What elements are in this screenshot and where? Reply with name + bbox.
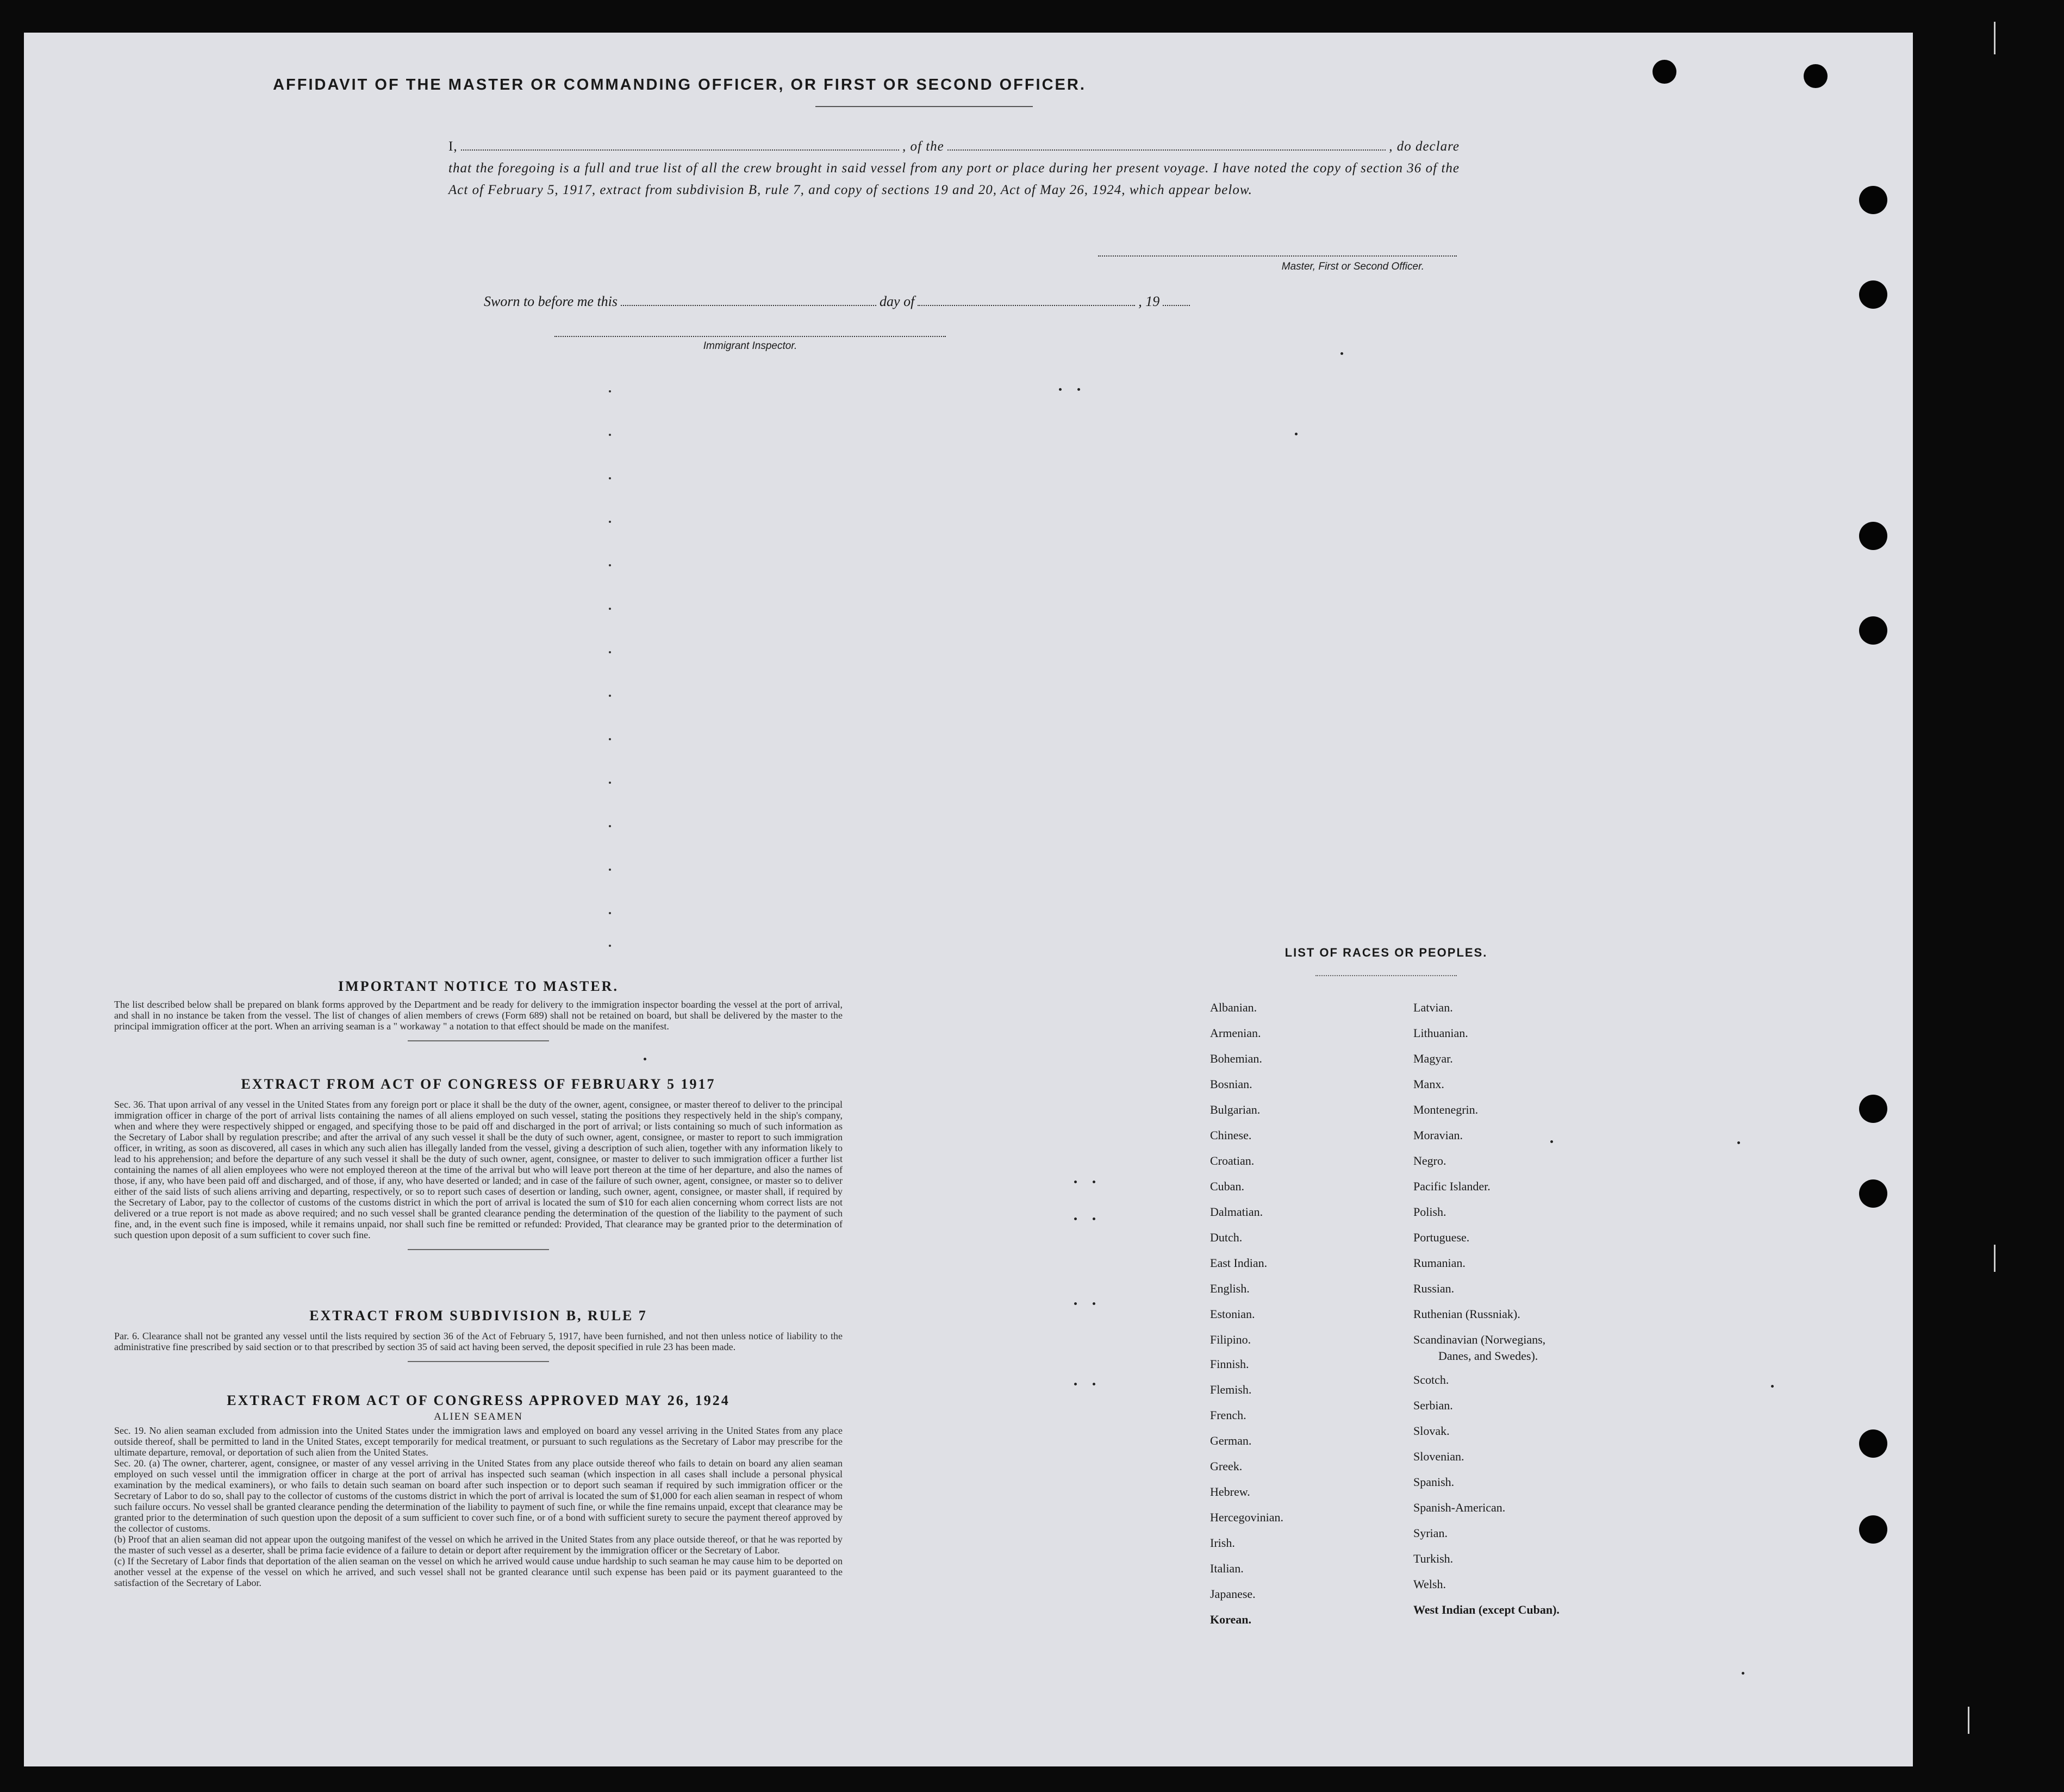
section-rule [408,1249,549,1250]
race-item: Scotch. [1413,1373,1449,1387]
race-item: German. [1210,1434,1252,1447]
section-rule [408,1040,549,1041]
race-item: Welsh. [1413,1577,1446,1591]
race-item: Italian. [1210,1562,1244,1575]
race-item: Hercegovinian. [1210,1510,1283,1524]
race-item: West Indian (except Cuban). [1413,1603,1560,1616]
race-item: Rumanian. [1413,1256,1466,1270]
speck [1074,1302,1077,1305]
race-item: Moravian. [1413,1128,1463,1142]
rule-7-text: Par. 6. Clearance shall not be granted any vessel until the lists required by section 36 of the Act of February 5, 1917, have been furnished, and not then unless notice of liability to the administrative fine prescribed by said section or to that prescribed by section 35 of said act having been served, the deposit specified in rule 23 has been made. [114,1331,843,1352]
important-notice [114,978,843,1041]
race-item: Portuguese. [1413,1231,1470,1244]
races-right-column [1413,995,1560,1622]
race-item: Pacific Islander. [1413,1179,1491,1193]
race-item: Spanish. [1413,1475,1455,1489]
race-item: Albanian. [1210,1001,1257,1014]
guide-dot [609,912,611,914]
guide-dot [609,945,611,947]
speck [1093,1181,1095,1183]
important-notice-heading: IMPORTANT NOTICE TO MASTER. [338,978,619,994]
race-item: Chinese. [1210,1128,1252,1142]
guide-dot [609,782,611,784]
important-notice-text: The list described below shall be prepared on blank forms approved by the Department and be ready for delivery to the immigration inspector boarding the vessel at the port of arrival, and shall in no instance be taken from the vessel. The list of changes of alien members of crews (Form 689) shall not be retained on board, but shall be delivered by the master to the principal immigration officer at the port. When an arriving seaman is a " workaway " a notation to that effect should be made on the manifest. [114,999,843,1032]
punch-hole [1859,1179,1887,1208]
speck [1074,1383,1077,1385]
declaration-i: I, [448,139,458,154]
race-item: Magyar. [1413,1052,1453,1065]
race-item: Bosnian. [1210,1077,1252,1091]
race-item: Finnish. [1210,1357,1249,1371]
race-item: Dutch. [1210,1231,1243,1244]
inspector-signature-field[interactable] [554,336,946,337]
race-item: East Indian. [1210,1256,1268,1270]
act-1924-sec19: Sec. 19. No alien seaman excluded from admission into the United States under the immigration laws and employed on board any vessel arriving in the United States from any place outside thereof, shall be permitted to land in the United States, except temporarily for medical treatment, or pursuant to such regulations as the Secretary of Labor may prescribe for the ultimate departure, removal, or deportation of such alien from the United States. [114,1425,843,1458]
speck [1093,1383,1095,1385]
guide-dot [609,738,611,740]
inspector-label: Immigrant Inspector. [703,340,797,352]
section-rule [408,1361,549,1362]
edge-mark [1968,1707,1969,1734]
races-rule [1315,975,1457,976]
speck [1077,388,1080,391]
act-1917-extract [114,1076,843,1250]
punch-hole [1859,1429,1887,1458]
signature-label: Master, First or Second Officer. [1281,261,1424,272]
declaration-block [448,136,1460,201]
race-item: Irish. [1210,1536,1235,1550]
guide-dot [609,608,611,610]
race-item: Armenian. [1210,1026,1261,1040]
act-1917-text: Sec. 36. That upon arrival of any vessel in the United States from any foreign port or place it shall be the duty of the owner, agent, consignee, or master thereof to deliver to the principal immigration officer in charge of the port of arrival lists containing the names of all aliens employed on such vessel, stating the positions they respectively held in the ship's company, when and where they were respectively shipped or engaged, and specifying those to be paid off and discharged in the port of arrival; or lists containing so much of such information as the Secretary of Labor shall by regulation prescribe; and after the arrival of any such vessel it shall be the duty of such owner, agent, consignee, or master to report to such immigration officer, in writing, as soon as discovered, all cases in which any such alien has illegally landed from the vessel, giving a description of such alien, together with any information likely to lead to his apprehension; and before the departure of any such vessel it shall be the duty of such owner, agent, consignee, or master to deliver to such immigration officer a further list containing the names of all alien employees who were not employed thereon at the time of the arrival but who will leave port thereon at the time of her departure, and also the names of those, if any, who have been paid off and discharged, and of those, if any, who have deserted or landed; and in case of the failure of such owner, agent, consignee, or master so to deliver either of the said lists of such aliens arriving and departing, respectively, or so to report such cases of desertion or landing, such owner, agent, consignee, or master shall, if required by the Secretary of Labor, pay to the collector of customs of the customs district in which the port of arrival is located the sum of $10 for each alien concerning whom correct lists are not delivered or a true report is not made as above required; and no such vessel shall be granted clearance pending the determination of the question of the liability to the payment of such fine, and, in the event such fine is imposed, while it remains unpaid, nor shall such fine be remitted or refunded: Provided, That clearance may be granted prior to the determination of such question upon deposit of a sum sufficient to cover such fine. [114,1099,843,1240]
act-1924-subheading: ALIEN SEAMEN [434,1411,523,1422]
race-item: Korean. [1210,1613,1251,1626]
act-1924-extract [114,1393,843,1588]
guide-dot [609,825,611,827]
speck [1093,1302,1095,1305]
speck [1771,1385,1774,1388]
race-item: Slovenian. [1413,1450,1464,1463]
race-item: Hebrew. [1210,1485,1250,1498]
race-item: Syrian. [1413,1526,1448,1540]
race-item: Polish. [1413,1205,1446,1219]
edge-mark [1994,22,1996,54]
race-item: Filipino. [1210,1333,1251,1346]
races-left-column [1210,995,1283,1632]
speck [1093,1217,1095,1220]
punch-hole [1859,522,1887,550]
declaration-of-the: , of the [902,139,944,154]
speck [1059,388,1062,391]
punch-hole [1653,60,1676,84]
race-item: Serbian. [1413,1398,1453,1412]
guide-dot [609,521,611,523]
act-1924-heading: EXTRACT FROM ACT OF CONGRESS APPROVED MAY 26, 1924 [227,1393,730,1408]
race-item: Scandinavian (Norwegians, [1413,1333,1546,1346]
punch-hole [1859,1515,1887,1544]
speck [1340,352,1343,355]
race-item: Bohemian. [1210,1052,1262,1065]
sworn-line [484,294,1261,310]
signature-field[interactable] [1098,255,1457,257]
race-item: Estonian. [1210,1307,1255,1321]
sworn-label: Sworn to before me this [484,294,618,309]
race-item: Japanese. [1210,1587,1256,1601]
race-item: Dalmatian. [1210,1205,1263,1219]
sworn-day-of: day of [880,294,915,309]
act-1917-heading: EXTRACT FROM ACT OF CONGRESS OF FEBRUARY 5 1917 [241,1076,716,1092]
race-item: Greek. [1210,1459,1243,1473]
punch-hole [1859,280,1887,309]
races-title: LIST OF RACES OR PEOPLES. [1284,946,1488,959]
race-item: Slovak. [1413,1424,1450,1438]
race-item: Turkish. [1413,1552,1454,1565]
rule-7-heading: EXTRACT FROM SUBDIVISION B, RULE 7 [309,1308,647,1323]
guide-dot [609,477,611,479]
punch-hole [1804,64,1828,88]
race-item: Spanish-American. [1413,1501,1506,1514]
sworn-date-field[interactable] [621,297,876,306]
sworn-month-field[interactable] [918,297,1135,306]
punch-hole [1859,1095,1887,1123]
race-item: Lithuanian. [1413,1026,1468,1040]
race-item: Flemish. [1210,1383,1252,1396]
race-item: Latvian. [1413,1001,1453,1014]
guide-dot [609,390,611,392]
affidavit-title: AFFIDAVIT OF THE MASTER OR COMMANDING OFFICER, OR FIRST OR SECOND OFFICER. [273,76,1086,93]
speck [1074,1181,1077,1183]
race-item: Cuban. [1210,1179,1244,1193]
race-item: Negro. [1413,1154,1446,1167]
act-1924-sec20b: (b) Proof that an alien seaman did not appear upon the outgoing manifest of the vessel on which he arrived in the United States from any place outside thereof, or that he was reported by the master of such vessel as a deserter, shall be prima facie evidence of a failure to detain or deport after requirement by the immigration officer or the Secretary of Labor. [114,1534,843,1556]
declaration-first-line [448,136,1460,158]
speck [1742,1672,1744,1675]
race-item: Russian. [1413,1282,1455,1295]
guide-dot [609,434,611,436]
act-1924-sec20c: (c) If the Secretary of Labor finds that deportation of the alien seaman on the vessel on which he arrived would cause undue hardship to such seaman he may cause him to be deported on another vessel at the expense of the vessel on which he arrived, and such vessel shall not be granted clearance until such expense has been paid or its payment guaranteed to the satisfaction of the Secretary of Labor. [114,1556,843,1588]
act-1924-sec20a: Sec. 20. (a) The owner, charterer, agent, consignee, or master of any vessel arriving in the United States from any place outside thereof who fails to detain on board any alien seaman employed on such vessel until the immigration officer in charge at the port of arrival has inspected such seaman (which inspection in all cases shall include a personal physical examination by the medical examiners), or who fails to detain such seaman on board after such inspection or to deport such seaman if required by such immigration officer or the Secretary of Labor to do so, shall pay to the collector of customs of the customs district in which the port of arrival is located the sum of $1,000 for each alien seaman in respect of whom such failure occurs. No vessel shall be granted clearance pending the determination of the liability to payment of such fine, or while the fine remains unpaid, except that clearance may be granted prior to the determination of such question upon the deposit of a sum sufficient to cover such fine, or of a bond with sufficient surety to secure the payment thereof approved by the collector of customs. [114,1458,843,1534]
race-item: Bulgarian. [1210,1103,1261,1116]
sworn-year-field[interactable] [1163,297,1190,306]
name-field[interactable] [461,141,899,151]
guide-dot [609,564,611,566]
title-rule [815,106,1033,107]
race-item: French. [1210,1408,1246,1422]
race-item: Montenegrin. [1413,1103,1479,1116]
rule-7-extract [114,1308,843,1362]
sworn-year-prefix: , 19 [1138,294,1160,309]
speck [1295,433,1298,435]
vessel-field[interactable] [947,141,1386,151]
declaration-body: that the foregoing is a full and true list of all the crew brought in said vessel from any port or place during her present voyage. I have noted the copy of section 36 of the Act of February 5, 1917, extract from subdivision B, rule 7, and copy of sections 19 and 20, Act of May 26, 1924, which appear below. [448,161,1460,197]
guide-dot [609,869,611,871]
race-item: English. [1210,1282,1250,1295]
race-item: Ruthenian (Russniak). [1413,1307,1520,1321]
race-item: Manx. [1413,1077,1444,1091]
guide-dot [609,695,611,697]
race-item: Danes, and Swedes). [1438,1349,1538,1363]
speck [1074,1217,1077,1220]
speck [1737,1141,1740,1144]
declaration-do-declare: , do declare [1389,139,1460,154]
guide-dot [609,651,611,653]
punch-hole [1859,186,1887,214]
edge-mark [1994,1245,1996,1272]
punch-hole [1859,616,1887,645]
speck [644,1058,646,1060]
race-item: Croatian. [1210,1154,1255,1167]
